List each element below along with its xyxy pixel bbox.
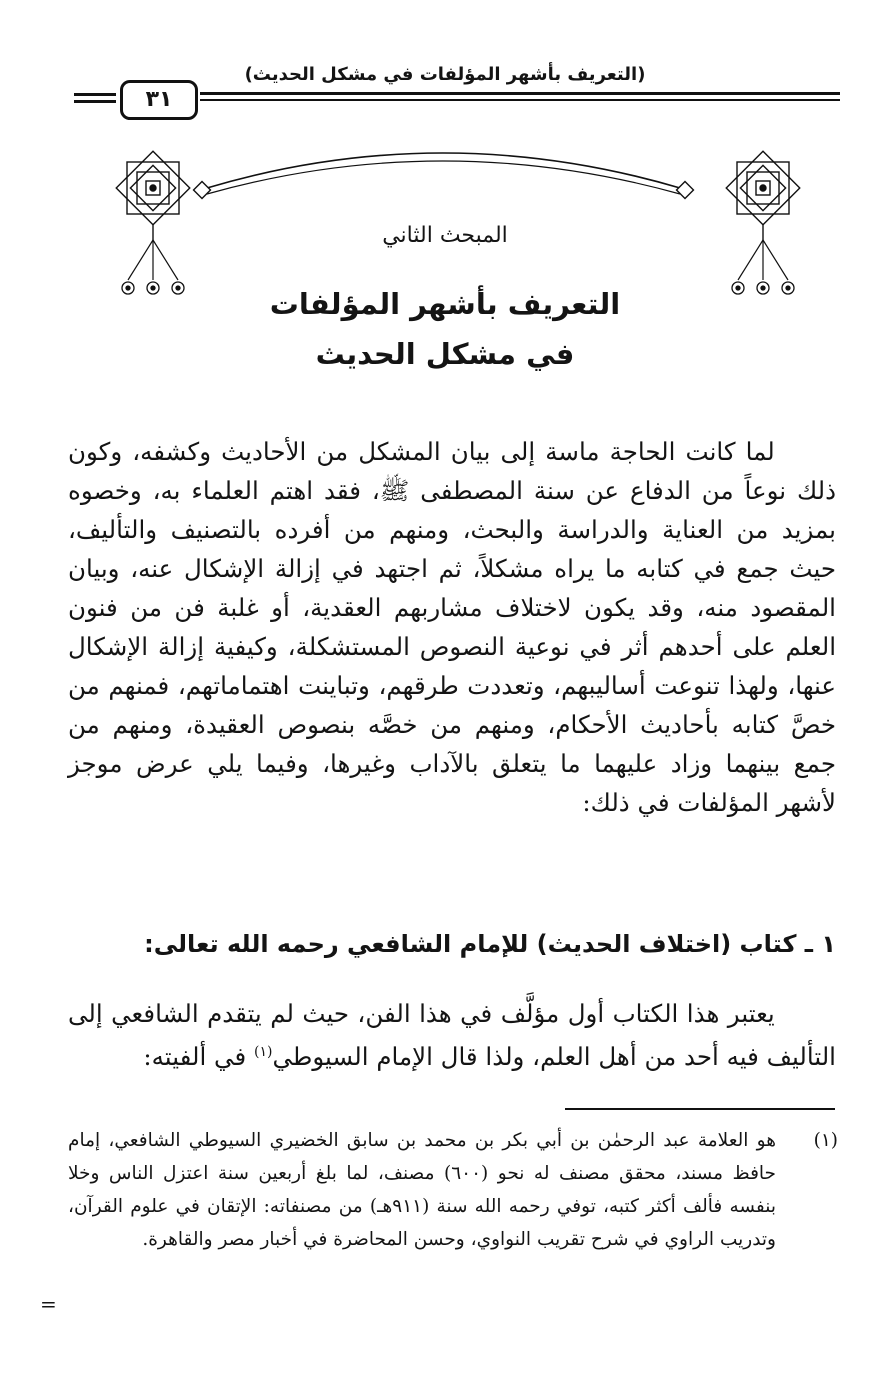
page-number: ٣١ xyxy=(120,80,198,120)
footnote-text: هو العلامة عبد الرحمٰن بن أبي بكر بن محمد بن سابق الخضيري السيوطي الشافعي، إمام حافظ مسند، محقق مصنف له نحو (٦٠٠) مصنف، لما بلغ أربعين سنة اعتزل الناس وخلا بنفسه فألف أكثر كتبه، توفي رحمه الله سنة (٩١١هـ) من مصنفاته: الإتقان في علوم القرآن، وتدريب الراوي في شرح تقريب النواوي، وحسن المحاضرة في أخبار مصر والقاهرة. xyxy=(68,1130,776,1250)
book-paragraph-tail: في ألفيته: xyxy=(143,1042,254,1072)
intro-paragraph: لما كانت الحاجة ماسة إلى بيان المشكل من الأحاديث وكشفه، وكون ذلك نوعاً من الدفاع عن سنة المصطفى ﷺ، فقد اهتم العلماء به، وخصوه بمزيد من العناية والدراسة والبحث، ومنهم من أفرده بالتصنيف والتأليف، حيث جمع في كتابه ما يراه مشكلاً، ثم اجتهد في إزالة الإشكال عنه، وبيان المقصود منه، وقد يكون لاختلاف مشاربهم العقدية، أو غلبة فن من فنون العلم على أحدهم أثر في نوعية النصوص المستشكلة، وكيفية إزالة الإشكال عنها، ولهذا تنوعت أساليبهم، وتعددت طرقهم، وتباينت اهتماماتهم، فمنهم من خصَّ كتابه بأحاديث الأحكام، ومنهم من خصَّه بنصوص العقيدة، ومنهم من جمع بينهما وزاد عليهما ما يتعلق بالآداب وغيرها، وفيما يلي عرض موجز لأشهر المؤلفات في ذلك: xyxy=(68,437,836,817)
section-title-line-2: في مشكل الحديث xyxy=(315,337,575,371)
continuation-mark: = xyxy=(40,1292,57,1316)
section-subtitle: المبحث الثاني xyxy=(382,223,508,248)
footnote xyxy=(68,1124,838,1256)
footnote-reference: (١) xyxy=(253,1044,273,1060)
section-title-line-1: التعريف بأشهر المؤلفات xyxy=(269,287,621,321)
footnote-number: (١) xyxy=(813,1130,838,1151)
footnote-divider xyxy=(565,1108,835,1110)
book-paragraph-text: يعتبر هذا الكتاب أول مؤلَّف في هذا الفن، حيث لم يتقدم الشافعي إلى التأليف فيه أحد من أهل العلم، ولذا قال الإمام السيوطي xyxy=(68,999,836,1072)
left-star-ornament-icon xyxy=(100,150,210,310)
book-heading: ١ ـ كتاب (اختلاف الحديث) للإمام الشافعي رحمه الله تعالى: xyxy=(144,930,836,958)
right-star-ornament-icon xyxy=(710,150,820,310)
running-header-title: (التعريف بأشهر المؤلفات في مشكل الحديث) xyxy=(244,64,646,85)
book-paragraph xyxy=(68,994,836,1076)
